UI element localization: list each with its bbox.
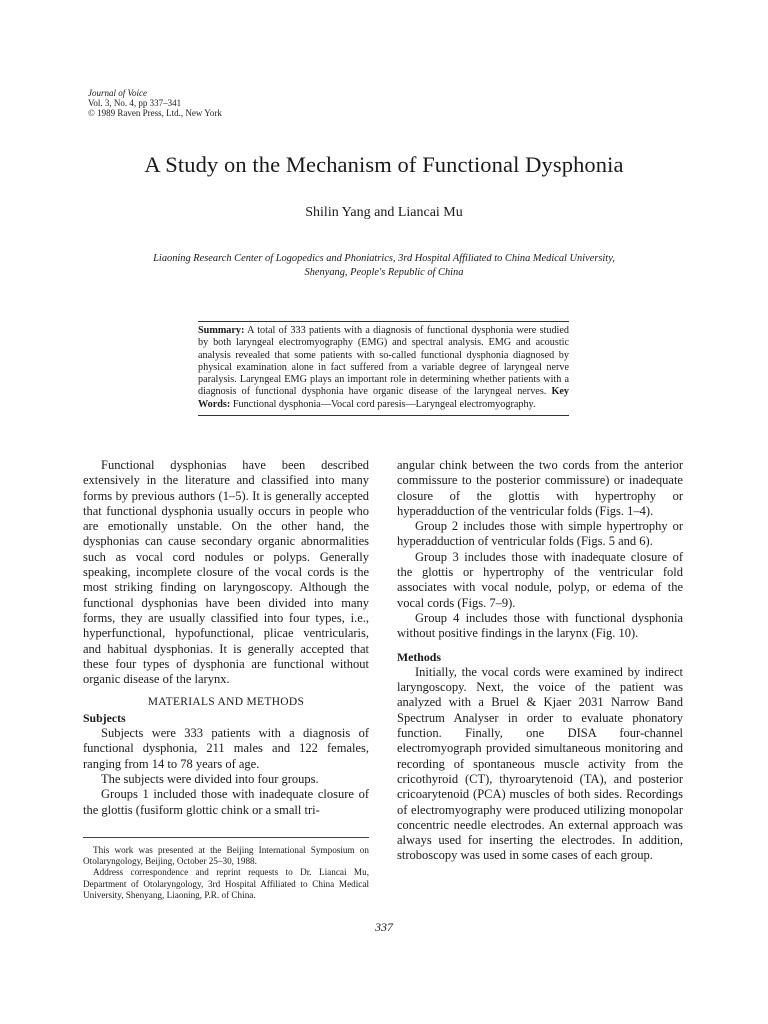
left-column [83, 458, 369, 818]
summary-label: Summary: [198, 325, 245, 336]
keywords-label: Key Words: [198, 386, 569, 410]
group-1-continued: angular chink between the two cords from the anterior commissure to the posterior commissure) or inadequate closure of the glottis with hypertrophy or hyperadduction of the ventricular folds (Figs. 1–4). [397, 458, 683, 518]
subheading-subjects: Subjects [83, 710, 126, 725]
subheading-methods: Methods [397, 649, 441, 664]
group-3-paragraph: Group 3 includes those with inadequate closure of the glottis or hypertrophy of the ventricular fold associates with vocal nodule, polyp, or edema of the vocal cords (Figs. 7–9). [397, 549, 683, 610]
journal-citation [88, 88, 222, 118]
page-number: 337 [375, 920, 393, 934]
abstract-box [198, 321, 569, 416]
subjects-paragraph-3: Groups 1 included those with inadequate closure of the glottis (fusiform glottic chink or a small tri- [83, 787, 369, 817]
keywords-text: Functional dysphonia—Vocal cord paresis—Laryngeal electromyography. [232, 398, 536, 410]
affiliation-line-2: Shenyang, People's Republic of China [304, 267, 464, 278]
summary-body: A total of 333 patients with a diagnosis of functional dysphonia were studied by both laryngeal electromyography (EMG) and spectral analysis. EMG and acoustic analysis revealed that some patients with so-called functional dysphonia diagnosed by physical examination alone in fact suffered from a variable degree of laryngeal nerve paralysis. Laryngeal EMG plays an important role in determining whether patients with a diagnosis of functional dysphonia have organic disease of the laryngeal nerves. [198, 325, 569, 398]
footnotes [83, 837, 369, 901]
section-heading-materials-methods: MATERIALS AND METHODS [147, 696, 305, 709]
right-column [397, 458, 683, 864]
article-title: A Study on the Mechanism of Functional Dysphonia [144, 152, 624, 177]
subjects-paragraph-1: Subjects were 333 patients with a diagnosis of functional dysphonia, 211 males and 122 females, ranging from 14 to 78 years of age. [83, 726, 369, 771]
group-4-paragraph: Group 4 includes those with functional dysphonia without positive findings in the larynx (Fig. 10). [397, 610, 683, 641]
affiliation-line-1: Liaoning Research Center of Logopedics and Phoniatrics, 3rd Hospital Affiliated to China Medical University, [153, 253, 615, 264]
footnote-correspondence: Address correspondence and reprint requests to Dr. Liancai Mu, Department of Otolaryngology, 3rd Hospital Affiliated to China Medical University, Shenyang, Liaoning, P.R. of China. [83, 867, 369, 900]
intro-paragraph: Functional dysphonias have been described extensively in the literature and classified into many forms by previous authors (1–5). It is generally accepted that functional dysphonia usually occurs in people who are emotionally unstable. On the other hand, the dysphonias can cause secondary organic abnormalities such as vocal cord nodules or polyps. Generally speaking, incomplete closure of the vocal cords is the most striking finding on laryngoscopy. Although the functional dysphonias have been divided into many forms, they are usually classified into four types, i.e., hyperfunctional, hypofunctional, plicae ventricularis, and habitual dysphonias. It is generally accepted that these four types of dysphonia are functional without organic disease of the larynx. [83, 458, 369, 687]
author-affiliation [80, 252, 688, 280]
abstract-text [198, 325, 569, 411]
methods-paragraph: Initially, the vocal cords were examined by indirect laryngoscopy. Next, the voice of the patient was analyzed with a Bruel & Kjaer 2031 Narrow Band Spectrum Analyser in order to evaluate phonatory function. Finally, one DISA four-channel electromyograph provided simultaneous monitoring and recording of spontaneous muscle activity from the cricothyroid (CT), thyroarytenoid (TA), and posterior cricoarytenoid (PCA) muscles of both sides. Recordings of electromyography were produced utilizing monopolar concentric needle electrodes. An external approach was always used for inserting the electrodes. In addition, stroboscopy was used in some cases of each group. [397, 664, 683, 863]
footnote-presentation: This work was presented at the Beijing International Symposium on Otolaryngology, Beijing, October 25–30, 1988. [83, 845, 369, 867]
journal-name: Journal of Voice [88, 88, 147, 98]
journal-volume: Vol. 3, No. 4, pp 337–341 [88, 98, 182, 108]
subjects-paragraph-2: The subjects were divided into four groups. [101, 771, 319, 786]
article-authors: Shilin Yang and Liancai Mu [305, 205, 463, 220]
journal-copyright: © 1989 Raven Press, Ltd., New York [88, 108, 222, 118]
group-2-paragraph: Group 2 includes those with simple hypertrophy or hyperadduction of ventricular folds (Figs. 5 and 6). [397, 519, 683, 549]
